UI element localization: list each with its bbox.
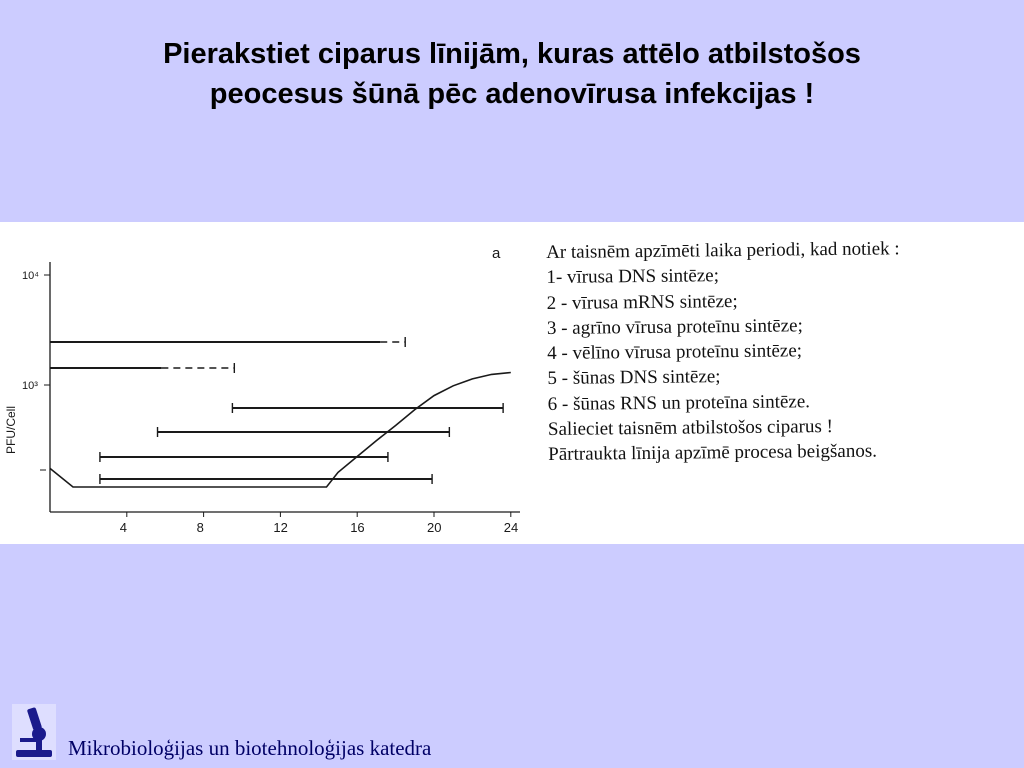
- legend-item-2: 2 - vīrusa mRNS sintēze;: [546, 290, 738, 314]
- x-tick-label: 16: [350, 520, 365, 535]
- title-line-2: peocesus šūnā pēc adenovīrusa infekcijas !: [209, 78, 815, 110]
- y-axis-label: PFU/Cell: [4, 405, 18, 454]
- adenovirus-growth-chart: [0, 222, 540, 544]
- x-tick-label: 24: [503, 520, 519, 535]
- legend-instruction-2: Pārtraukta līnija apzīmē procesa beigšanos.: [548, 440, 878, 466]
- x-tick-label: 20: [427, 520, 442, 535]
- legend-intro: Ar taisnēm apzīmēti laika periodi, kad notiek :: [546, 238, 900, 263]
- legend-item-4: 4 - vēlīno vīrusa proteīnu sintēze;: [547, 340, 803, 365]
- x-tick-label: 12: [273, 520, 288, 535]
- x-tick-label: 8: [196, 520, 204, 535]
- y-tick-label: 10³: [22, 380, 38, 392]
- legend-item-3: 3 - agrīno vīrusa proteīnu sintēze;: [546, 315, 803, 339]
- legend: [546, 235, 1018, 468]
- curve-label: a: [492, 245, 501, 262]
- slide-title: [40, 34, 984, 114]
- department-name: Mikrobioloģijas un biotehnoloģijas katedra: [68, 736, 432, 760]
- legend-item-6: 6 - šūnas RNS un proteīna sintēze.: [547, 391, 811, 415]
- title-line-1: Pierakstiet ciparus līnijām, kuras attēlo atbilstošos: [163, 38, 861, 70]
- growth-curve: [50, 373, 511, 488]
- x-tick-label: 4: [119, 520, 128, 535]
- legend-instruction-1: Salieciet taisnēm atbilstošos ciparus !: [547, 416, 834, 441]
- microscope-icon: [12, 704, 56, 760]
- y-tick-label: 10⁴: [22, 270, 39, 282]
- footer: [12, 704, 612, 760]
- legend-item-1: 1- vīrusa DNS sintēze;: [546, 265, 720, 289]
- figure-panel: [0, 222, 1024, 544]
- legend-item-5: 5 - šūnas DNS sintēze;: [547, 366, 721, 390]
